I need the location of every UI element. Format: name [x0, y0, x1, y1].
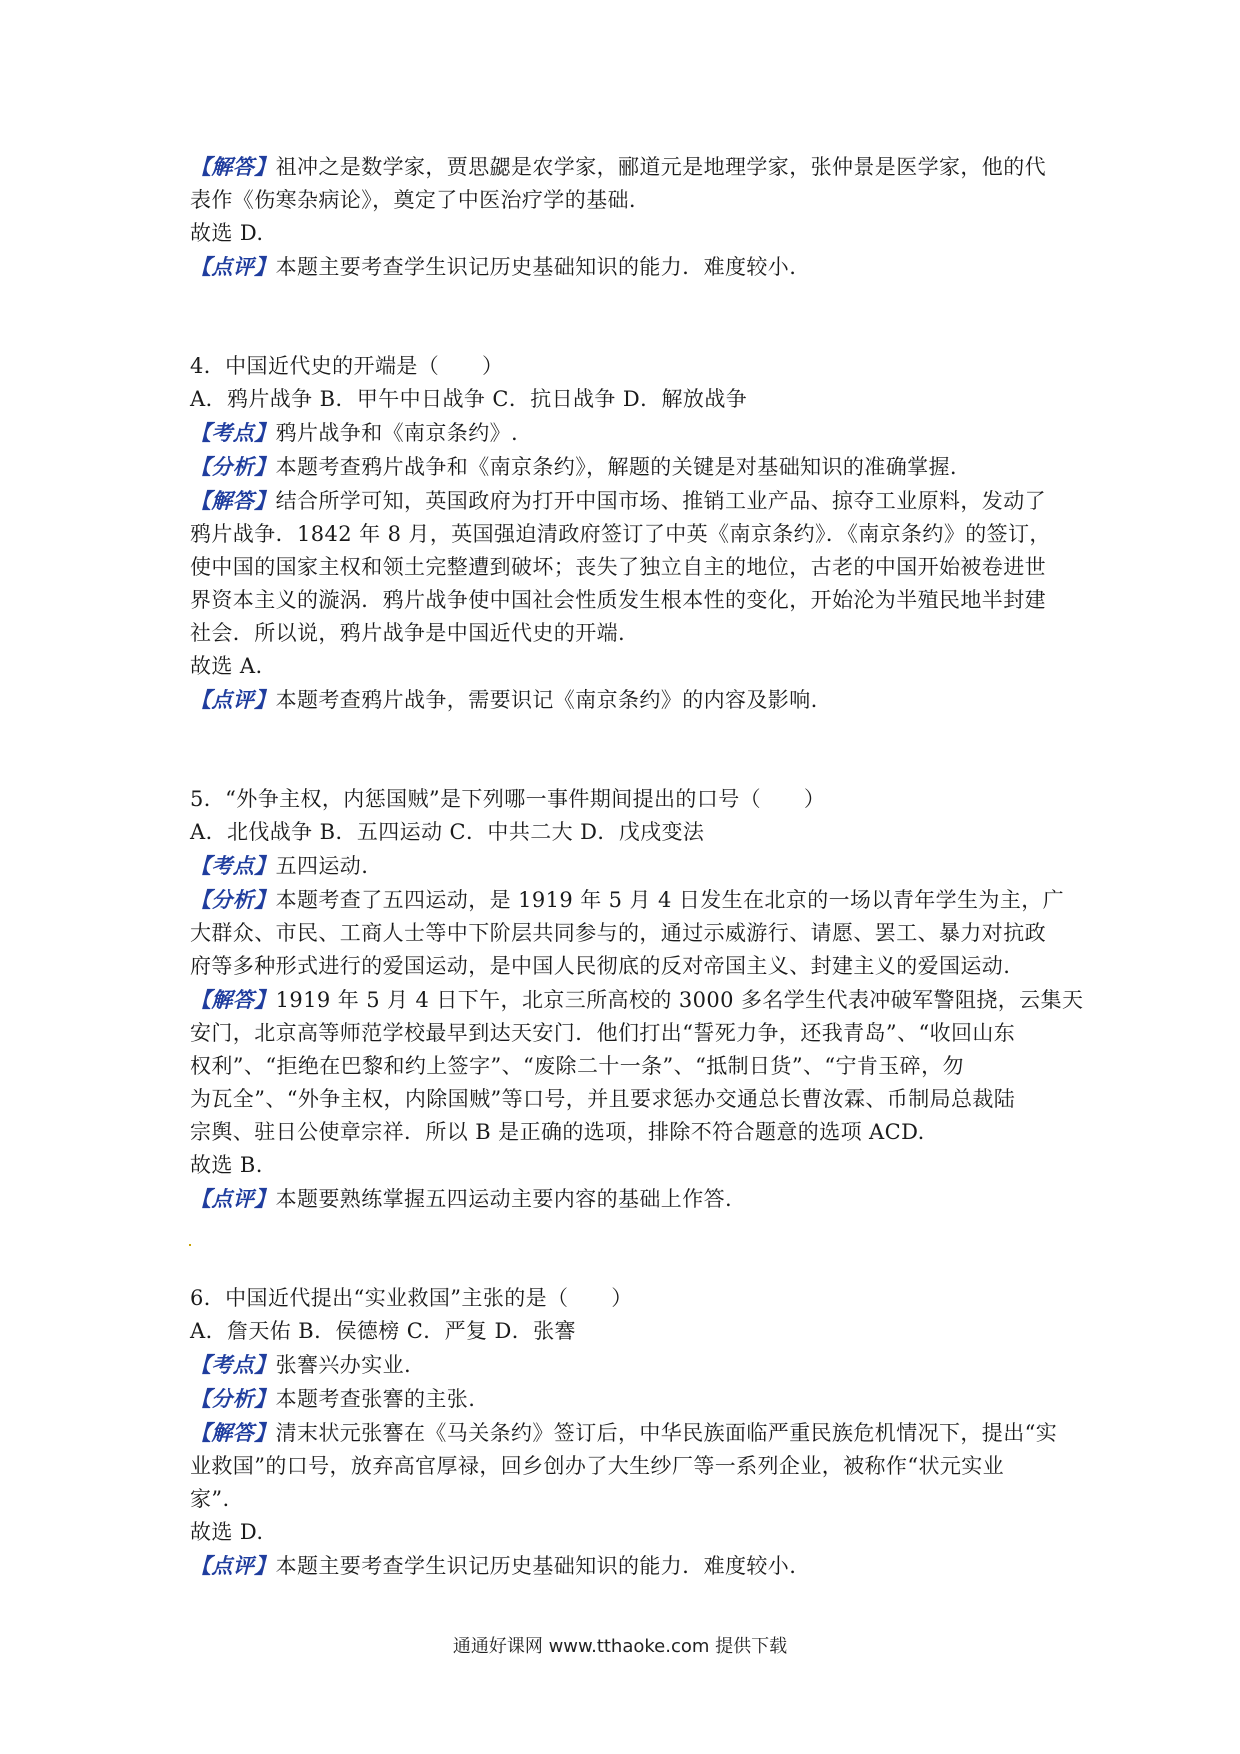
point-tag: 【考点】	[190, 420, 276, 445]
q6-answer-line: 家”.	[190, 1487, 230, 1511]
q5-answer-line: 【解答】1919 年 5 月 4 日下午，北京三所高校的 3000 多名学生代表冲破军警阻挠，云集天	[190, 987, 1084, 1012]
q5-answer-line: 为瓦全”、“外争主权，内除国贼”等口号，并且要求惩办交通总长曹汝霖、币制局总裁陆	[190, 1087, 1016, 1111]
q6-stem: 6．中国近代提出“实业救国”主张的是（ ）	[190, 1286, 633, 1310]
answer-tag: 【解答】	[190, 154, 276, 179]
q5-answer-line: 权利”、“拒绝在巴黎和约上签字”、“废除二十一条”、“抵制日货”、“宁肯玉碎，勿	[190, 1054, 964, 1078]
q3-answer-line: 表作《伤寒杂病论》，奠定了中医治疗学的基础.	[190, 188, 636, 212]
q4-answer-line: 社会．所以说，鸦片战争是中国近代史的开端.	[190, 621, 626, 645]
analysis-tag: 【分析】	[190, 887, 276, 912]
comment-tag: 【点评】	[190, 1186, 276, 1211]
q5-stem: 5．“外争主权，内惩国贼”是下列哪一事件期间提出的口号（ ）	[190, 787, 826, 811]
q3-choice: 故选 D.	[190, 221, 264, 245]
q6-point: 【考点】张謇兴办实业.	[190, 1352, 412, 1377]
analysis-tag: 【分析】	[190, 1386, 276, 1411]
q5-answer-line: 安门，北京高等师范学校最早到达天安门．他们打出“誓死力争，还我青岛”、“收回山东	[190, 1021, 1016, 1045]
comment-tag: 【点评】	[190, 687, 276, 712]
q4-choice: 故选 A.	[190, 654, 263, 678]
q5-options: A．北伐战争 B．五四运动 C．中共二大 D．戊戌变法	[190, 820, 705, 844]
q4-answer-line: 使中国的国家主权和领土完整遭到破坏；丧失了独立自主的地位，古老的中国开始被卷进世	[190, 555, 1046, 579]
answer-tag: 【解答】	[190, 1420, 276, 1445]
q5-analysis-line: 府等多种形式进行的爱国运动，是中国人民彻底的反对帝国主义、封建主义的爱国运动.	[190, 954, 1011, 978]
point-tag: 【考点】	[190, 1352, 276, 1377]
q4-comment: 【点评】本题考查鸦片战争，需要识记《南京条约》的内容及影响.	[190, 687, 818, 712]
point-tag: 【考点】	[190, 853, 276, 878]
q4-point: 【考点】鸦片战争和《南京条约》.	[190, 420, 519, 445]
q5-answer-line: 宗舆、驻日公使章宗祥．所以 B 是正确的选项，排除不符合题意的选项 ACD.	[190, 1120, 925, 1144]
q6-comment: 【点评】本题主要考查学生识记历史基础知识的能力．难度较小.	[190, 1553, 797, 1578]
q3-answer-line: 【解答】祖冲之是数学家，贾思勰是农学家，郦道元是地理学家，张仲景是医学家，他的代	[190, 154, 1047, 179]
q5-point: 【考点】五四运动.	[190, 853, 369, 878]
q6-options: A．詹天佑 B．侯德榜 C．严复 D．张謇	[190, 1319, 576, 1343]
q4-answer-line: 界资本主义的漩涡．鸦片战争使中国社会性质发生根本性的变化，开始沦为半殖民地半封建	[190, 588, 1046, 612]
q5-choice: 故选 B.	[190, 1153, 263, 1177]
comment-tag: 【点评】	[190, 1553, 276, 1578]
answer-tag: 【解答】	[190, 488, 276, 513]
analysis-tag: 【分析】	[190, 454, 276, 479]
q4-analysis: 【分析】本题考查鸦片战争和《南京条约》，解题的关键是对基础知识的准确掌握.	[190, 454, 957, 479]
q3-comment: 【点评】本题主要考查学生识记历史基础知识的能力．难度较小.	[190, 254, 797, 279]
answer-tag: 【解答】	[190, 987, 276, 1012]
comment-tag: 【点评】	[190, 254, 276, 279]
q5-analysis-line: 大群众、市民、工商人士等中下阶层共同参与的，通过示威游行、请愿、罢工、暴力对抗政	[190, 921, 1046, 945]
q5-analysis: 【分析】本题考查了五四运动，是 1919 年 5 月 4 日发生在北京的一场以青年学生为主，广	[190, 887, 1065, 912]
page-footer: 通通好课网 www.tthaoke.com 提供下载	[452, 1636, 788, 1657]
q6-analysis: 【分析】本题考查张謇的主张.	[190, 1386, 476, 1411]
document-body	[190, 150, 1084, 1583]
q5-comment: 【点评】本题要熟练掌握五四运动主要内容的基础上作答.	[190, 1186, 733, 1211]
q6-answer-line: 【解答】清末状元张謇在《马关条约》签订后，中华民族面临严重民族危机情况下，提出“实	[190, 1420, 1058, 1445]
q4-answer-line: 鸦片战争．1842 年 8 月，英国强迫清政府签订了中英《南京条约》．《南京条约》的签订，	[190, 522, 1051, 546]
q4-options: A．鸦片战争 B．甲午中日战争 C．抗日战争 D．解放战争	[190, 387, 748, 411]
q6-choice: 故选 D.	[190, 1520, 264, 1544]
q4-stem: 4．中国近代史的开端是（ ）	[190, 354, 504, 378]
q4-answer-line: 【解答】结合所学可知，英国政府为打开中国市场、推销工业产品、掠夺工业原料，发动了	[190, 488, 1047, 513]
q6-answer-line: 业救国”的口号，放弃高官厚禄，回乡创办了大生纱厂等一系列企业，被称作“状元实业	[190, 1454, 1005, 1478]
stray-mark	[189, 1244, 191, 1246]
